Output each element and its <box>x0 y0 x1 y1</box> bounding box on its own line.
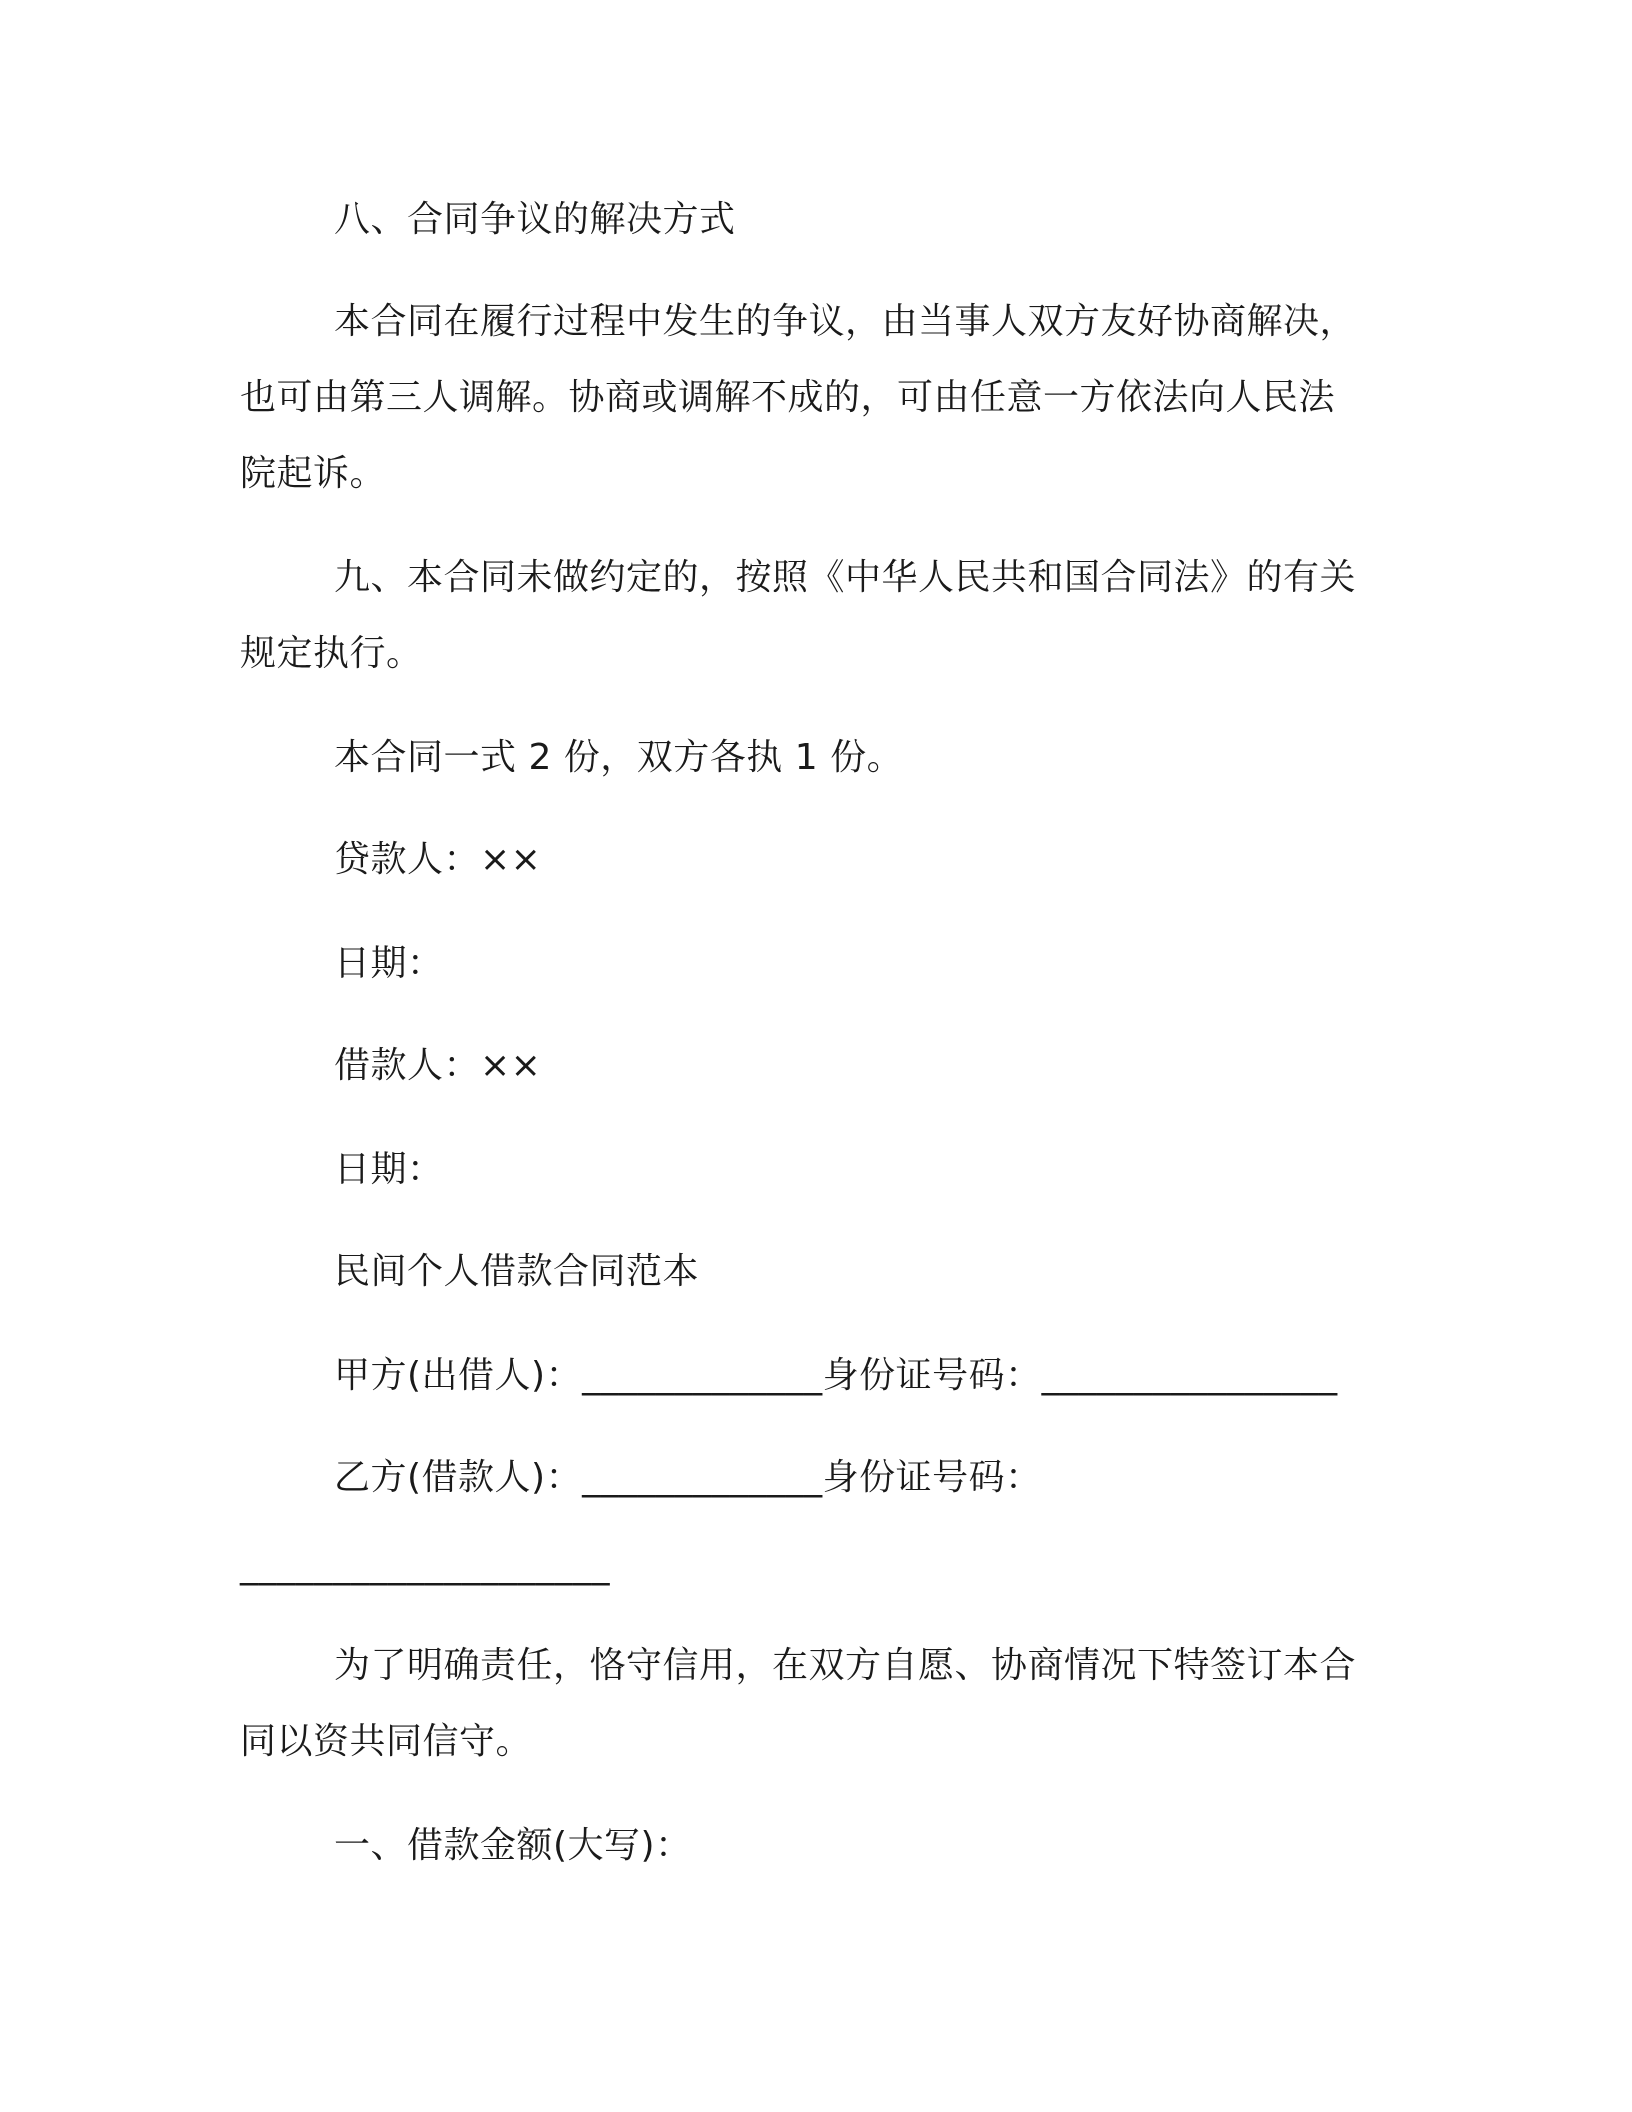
section-9-paragraph-line-2: 规定执行。 <box>240 633 423 674</box>
party-b-line: 乙方(借款人)：_____________身份证号码： <box>334 1457 1042 1498</box>
section-9-paragraph-line-1: 九、本合同未做约定的，按照《中华人民共和国合同法》的有关 <box>334 557 1357 598</box>
section-8-heading: 八、合同争议的解决方式 <box>334 199 736 240</box>
section-8-paragraph-line-1: 本合同在履行过程中发生的争议，由当事人双方友好协商解决， <box>334 301 1357 342</box>
lender-date: 日期： <box>334 943 444 984</box>
party-a-line: 甲方(出借人)：_____________身份证号码：________________ <box>334 1355 1338 1396</box>
party-b-id-blank: ____________________ <box>240 1545 610 1586</box>
copies-clause: 本合同一式 2 份，双方各执 1 份。 <box>334 737 904 778</box>
section-8-paragraph-line-2: 也可由第三人调解。协商或调解不成的，可由任意一方依法向人民法 <box>240 377 1336 418</box>
template-title: 民间个人借款合同范本 <box>334 1251 700 1292</box>
preamble-line-2: 同以资共同信守。 <box>240 1721 533 1762</box>
borrower-signature: 借款人：×× <box>334 1045 542 1086</box>
borrower-date: 日期： <box>334 1149 444 1190</box>
preamble-line-1: 为了明确责任，恪守信用，在双方自愿、协商情况下特签订本合 <box>334 1645 1357 1686</box>
section-8-paragraph-line-3: 院起诉。 <box>240 453 387 494</box>
item-1-loan-amount: 一、借款金额(大写)： <box>334 1825 692 1866</box>
lender-signature: 贷款人：×× <box>334 839 542 880</box>
